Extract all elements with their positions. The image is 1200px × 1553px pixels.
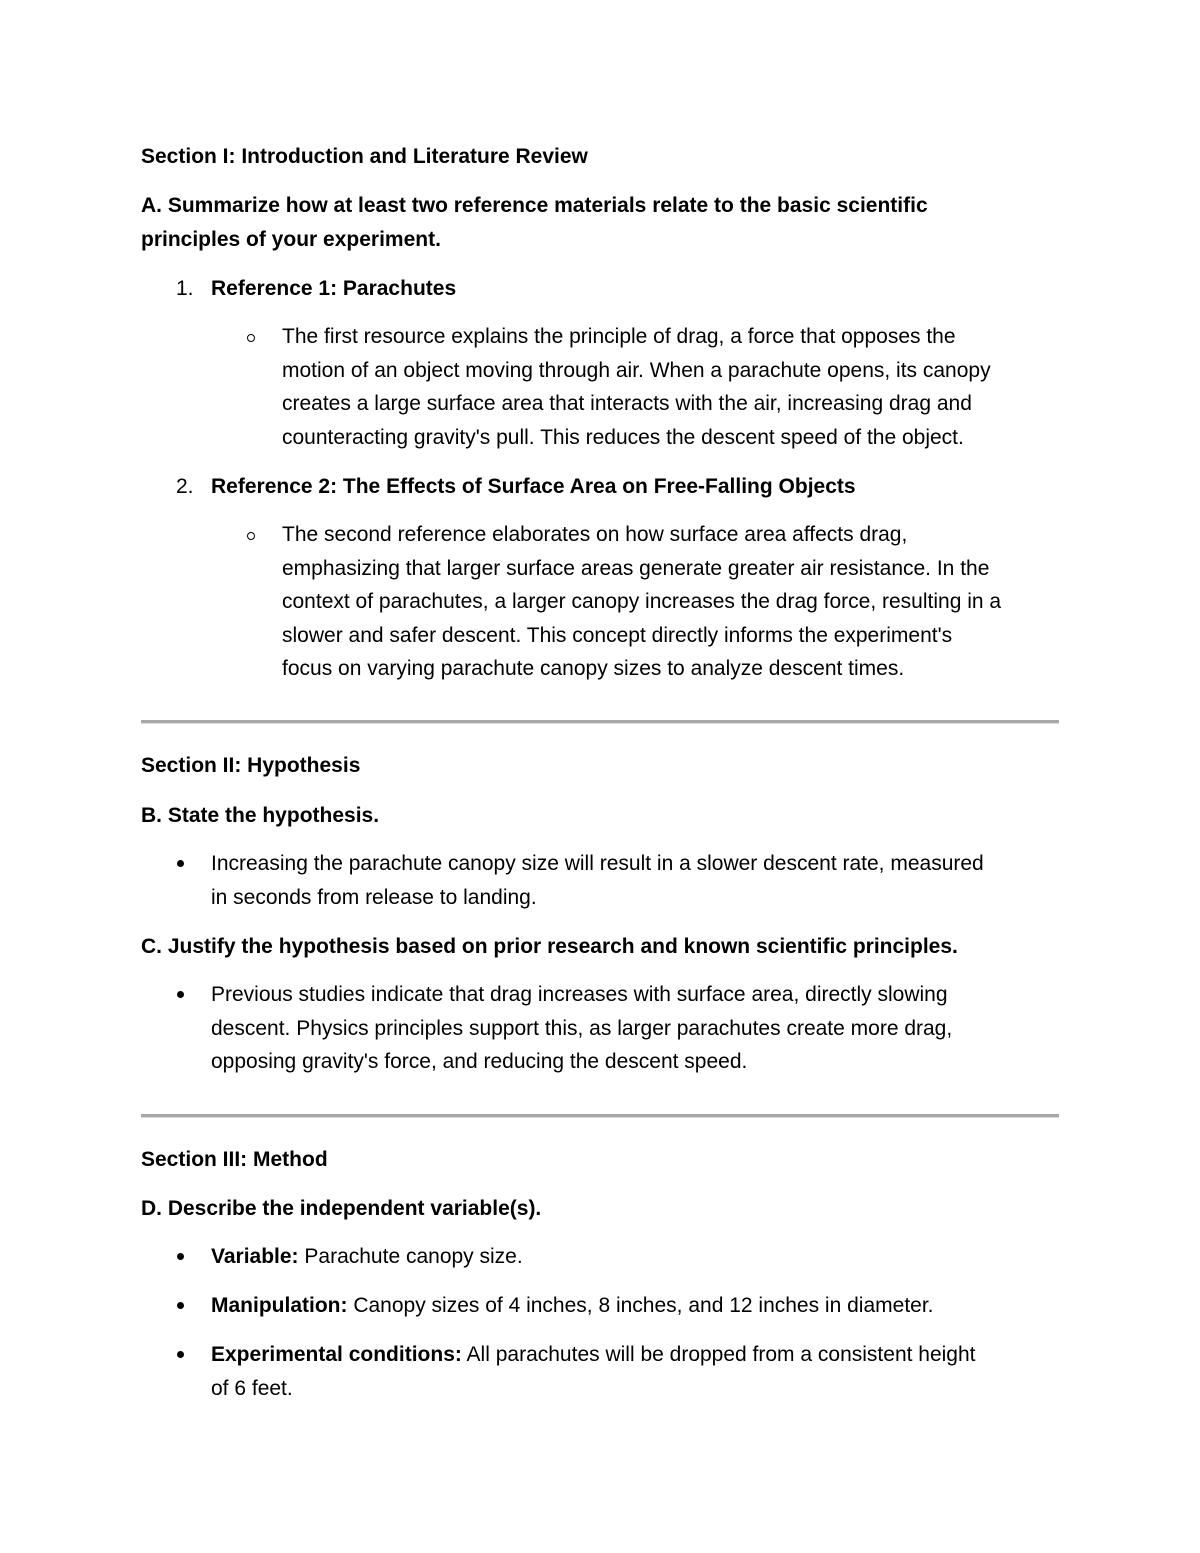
method-item-label: Experimental conditions: [211,1343,462,1366]
bullet-dot-icon [177,860,184,867]
prompt-c: C. Justify the hypothesis based on prior research and known scientific principles. [141,935,958,958]
reference-2-text-line: The second reference elaborates on how surface area affects drag, [282,523,908,546]
method-item [211,1344,976,1365]
section-divider [141,1114,1059,1118]
reference-1-text-line: The first resource explains the principle of drag, a force that opposes the [282,325,956,348]
justification-line: opposing gravity's force, and reducing the descent speed. [211,1050,748,1073]
section-1-heading: Section I: Introduction and Literature Review [141,145,588,168]
method-item-text: All parachutes will be dropped from a consistent height [461,1343,976,1366]
reference-1-text-line: counteracting gravity's pull. This reduces the descent speed of the object. [282,426,964,449]
prompt-a-line-1: A. Summarize how at least two reference materials relate to the basic scientific [141,194,928,217]
method-item-text: Canopy sizes of 4 inches, 8 inches, and 12 inches in diameter. [347,1294,934,1317]
reference-1-text-line: creates a large surface area that interacts with the air, increasing drag and [282,392,972,415]
bullet-dot-icon [177,1351,184,1358]
method-item-continuation: of 6 feet. [211,1377,293,1400]
method-item-label: Variable: [211,1245,299,1268]
bullet-dot-icon [177,1302,184,1309]
reference-1-text-line: motion of an object moving through air. When a parachute opens, its canopy [282,359,991,382]
bullet-dot-icon [177,991,184,998]
method-item [211,1246,523,1267]
circle-bullet-icon [247,334,255,342]
reference-2-text-line: slower and safer descent. This concept directly informs the experiment's [282,624,953,647]
prompt-d: D. Describe the independent variable(s). [141,1197,542,1220]
reference-2-title: Reference 2: The Effects of Surface Area on Free-Falling Objects [211,475,856,498]
section-2-heading: Section II: Hypothesis [141,754,361,777]
hypothesis-line: Increasing the parachute canopy size will result in a slower descent rate, measured [211,852,984,875]
prompt-a-line-2: principles of your experiment. [141,228,441,251]
reference-1-number: 1. [176,277,194,300]
method-item-label: Manipulation: [211,1294,348,1317]
method-item [211,1295,934,1316]
reference-2-text-line: emphasizing that larger surface areas generate greater air resistance. In the [282,557,990,580]
prompt-b: B. State the hypothesis. [141,804,380,827]
reference-2-number: 2. [176,475,194,498]
section-divider [141,720,1059,724]
justification-line: Previous studies indicate that drag increases with surface area, directly slowing [211,983,948,1006]
reference-1-title: Reference 1: Parachutes [211,277,457,300]
reference-2-text-line: focus on varying parachute canopy sizes to analyze descent times. [282,657,905,680]
method-item-text: Parachute canopy size. [298,1245,523,1268]
circle-bullet-icon [247,532,255,540]
bullet-dot-icon [177,1253,184,1260]
hypothesis-line: in seconds from release to landing. [211,886,537,909]
reference-2-text-line: context of parachutes, a larger canopy increases the drag force, resulting in a [282,590,1002,613]
section-3-heading: Section III: Method [141,1148,328,1171]
justification-line: descent. Physics principles support this, as larger parachutes create more drag, [211,1017,953,1040]
